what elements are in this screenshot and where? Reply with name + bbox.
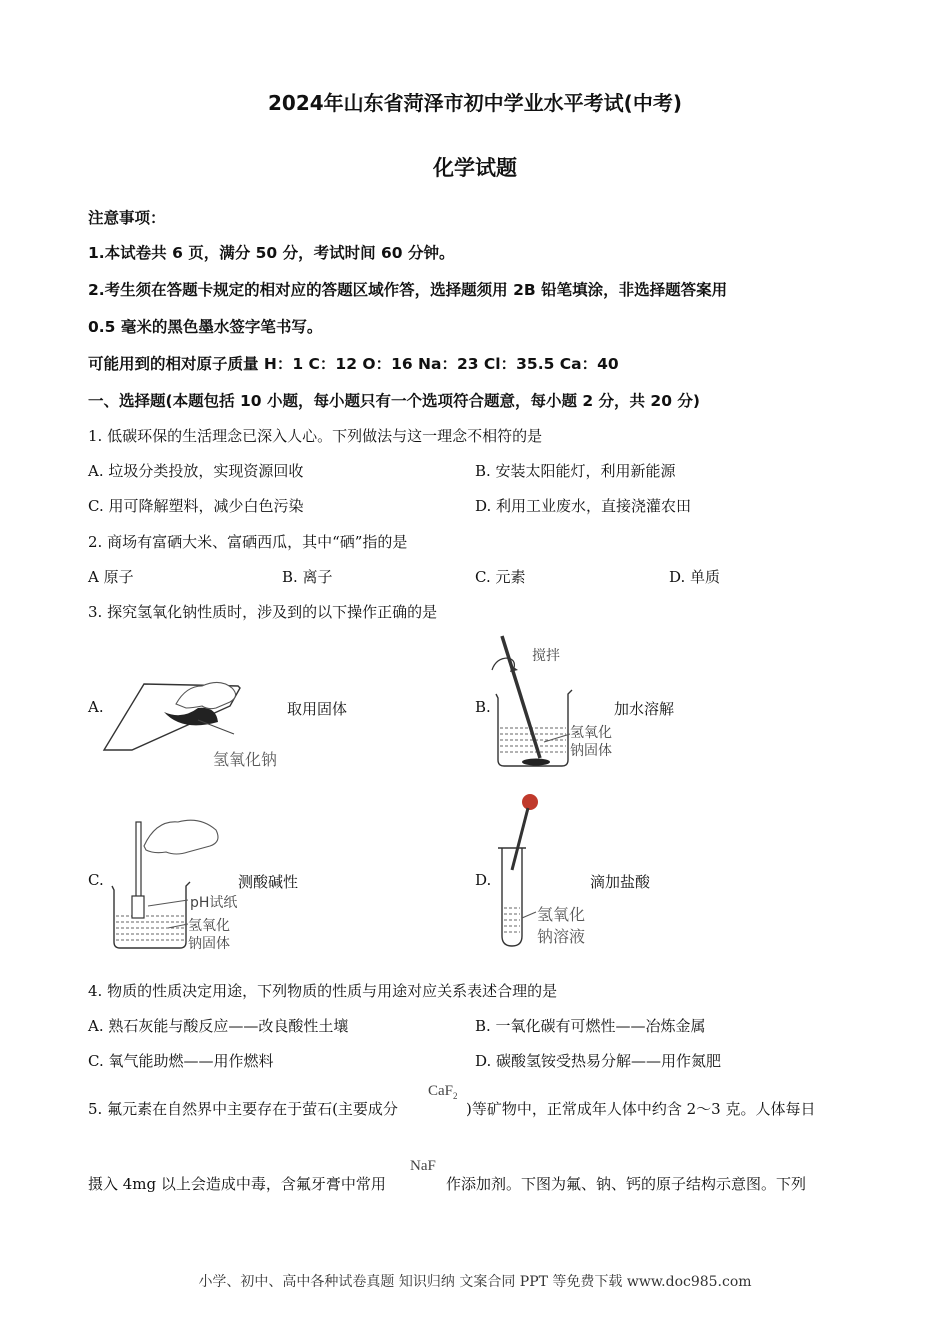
q1-option-b: B. 安装太阳能灯，利用新能源 xyxy=(475,462,676,480)
q3-b-fig-label-2: 钠固体 xyxy=(570,743,612,759)
q5-formula-naf: NaF xyxy=(410,1158,436,1174)
solid-pile xyxy=(164,708,218,726)
notes-item-2a: 2.考生须在答题卡规定的相对应的答题区域作答，选择题须用 2B 铅笔填涂，非选择题答案用 xyxy=(88,281,728,299)
q2-option-b: B. 离子 xyxy=(282,568,333,586)
q3-c-fig-label-1: 氢氧化 xyxy=(188,918,230,934)
q3-c-ph-label: pH试纸 xyxy=(190,895,238,911)
q4-stem: 4. 物质的性质决定用途，下列物质的性质与用途对应关系表述合理的是 xyxy=(88,982,558,1000)
ph-paper xyxy=(132,896,144,918)
page-footer: 小学、初中、高中各种试卷真题 知识归纳 文案合同 PPT 等免费下载 www.doc985.com xyxy=(198,1274,752,1290)
exam-subtitle: 化学试题 xyxy=(433,156,517,180)
q3-b-fig-label-1: 氢氧化 xyxy=(570,725,612,741)
q3-option-b-label: B. xyxy=(475,698,491,716)
q1-stem: 1. 低碳环保的生活理念已深入人心。下列做法与这一理念不相符的是 xyxy=(88,427,543,445)
q3-b-stir-label: 搅拌 xyxy=(532,648,560,664)
solid-at-bottom xyxy=(522,759,550,766)
q4-option-b: B. 一氧化碳有可燃性——冶炼金属 xyxy=(475,1017,706,1035)
hand-icon xyxy=(144,820,218,854)
q1-option-d: D. 利用工业废水，直接浇灌农田 xyxy=(475,497,692,515)
q3-d-fig-label-2: 钠溶液 xyxy=(537,927,586,946)
q1-option-c: C. 用可降解塑料，减少白色污染 xyxy=(88,497,304,515)
q3-option-d-label: D. xyxy=(475,871,492,889)
q2-option-a: A 原子 xyxy=(88,568,134,586)
q4-option-d: D. 碳酸氢铵受热易分解——用作氮肥 xyxy=(475,1052,722,1070)
q3-stem: 3. 探究氢氧化钠性质时，涉及到的以下操作正确的是 xyxy=(88,603,438,621)
notes-item-2b: 0.5 毫米的黑色墨水签字笔书写。 xyxy=(88,318,323,336)
q5-formula-caf2-sub: 2 xyxy=(453,1091,458,1101)
q2-option-c: C. 元素 xyxy=(475,568,526,586)
q5-text-3: 摄入 4mg 以上会造成中毒，含氟牙膏中常用 xyxy=(88,1175,386,1193)
q4-option-a: A. 熟石灰能与酸反应——改良酸性土壤 xyxy=(88,1017,349,1035)
q3-option-d-caption: 滴加盐酸 xyxy=(590,873,651,891)
q3-option-a-label: A. xyxy=(88,698,104,716)
atomic-mass-line: 可能用到的相对原子质量 H：1 C：12 O：16 Na：23 Cl：35.5 Ca：40 xyxy=(88,355,619,373)
notes-heading: 注意事项： xyxy=(88,209,166,227)
q5-text-4: 作添加剂。下图为氟、钠、钙的原子结构示意图。下列 xyxy=(446,1175,807,1193)
exam-title: 2024年山东省菏泽市初中学业水平考试(中考) xyxy=(268,91,682,115)
q3-a-fig-label: 氢氧化钠 xyxy=(213,750,278,769)
q3-option-a-caption: 取用固体 xyxy=(287,700,348,718)
q3-option-b-caption: 加水溶解 xyxy=(614,700,675,718)
hand-icon xyxy=(176,682,236,708)
q5-text-2: )等矿物中，正常成年人体中约含 2～3 克。人体每日 xyxy=(466,1100,816,1118)
q5-formula-caf2 xyxy=(428,1083,458,1101)
q3-c-fig-label-2: 钠固体 xyxy=(188,936,230,952)
q5-text-1: 5. 氟元素在自然界中主要存在于萤石(主要成分 xyxy=(88,1100,398,1118)
q2-stem: 2. 商场有富硒大米、富硒西瓜，其中“硒”指的是 xyxy=(88,533,408,551)
notes-item-1: 1.本试卷共 6 页，满分 50 分，考试时间 60 分钟。 xyxy=(88,244,455,262)
test-tube xyxy=(502,848,522,946)
dropper-tube xyxy=(512,808,528,870)
q2-option-d: D. 单质 xyxy=(669,568,721,586)
q5-formula-caf2-base: CaF xyxy=(428,1083,454,1099)
q4-option-c: C. 氧气能助燃——用作燃料 xyxy=(88,1052,274,1070)
q3-option-c-label: C. xyxy=(88,871,104,889)
beaker-outline xyxy=(112,882,190,948)
section-1-heading: 一、选择题(本题包括 10 小题，每小题只有一个选项符合题意，每小题 2 分，共 20 分) xyxy=(88,392,700,410)
dropper-bulb xyxy=(522,794,538,810)
q3-option-c-caption: 测酸碱性 xyxy=(238,873,299,891)
q3-d-fig-label-1: 氢氧化 xyxy=(537,905,586,924)
q1-option-a: A. 垃圾分类投放，实现资源回收 xyxy=(88,462,304,480)
